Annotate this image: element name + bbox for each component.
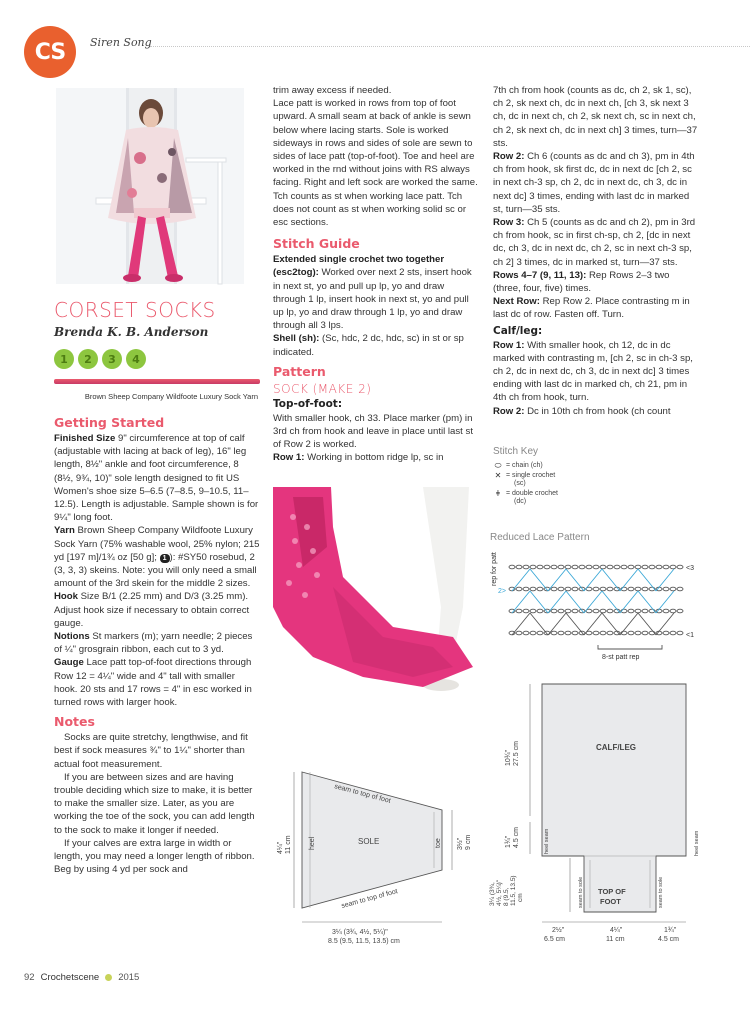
notes-paragraph-4: trim away excess if needed.: [273, 85, 392, 96]
calf-leg-heading: Calf/leg:: [493, 324, 543, 337]
lace-rep-label: 8-st patt rep: [602, 654, 640, 661]
esc2tog-label: Extended single crochet two together (esc2tog):: [273, 254, 445, 279]
calf-height-dim: 10¾": [505, 749, 512, 766]
row3-label: Row 3:: [493, 217, 525, 229]
width2-dim-cm: 11 cm: [606, 936, 625, 943]
width2-dim: 4¼": [610, 927, 623, 934]
skill-level-4: 4: [126, 349, 146, 369]
next-row-paragraph: Next Row: Rep Row 2. Place contrasting m in last dc of row. Fasten off. Turn.: [493, 296, 690, 321]
top-of-foot-paragraph: With smaller hook, ch 33. Place marker (pm) in 3rd ch from hook and leave in place until last st of Row 2 is worked.: [273, 412, 473, 451]
sole-bottom-dim: 3¼ (3¾, 4½, 5¼)": [332, 929, 388, 936]
gauge-paragraph: Gauge Lace patt top-of-foot directions through Row 12 = 4¼" wide and 4" tall with smaller hook. 20 sts and 17 rows = 4" in esc worked in turned rows with larger hook.: [54, 657, 252, 709]
stitch-key-dc: ǂ = double crochet (dc): [493, 490, 558, 506]
width3-dim: 1¾": [664, 927, 677, 934]
pattern-heading: Pattern: [273, 363, 326, 379]
width1-dim-cm: 6.5 cm: [544, 936, 566, 943]
page-footer: [24, 972, 139, 983]
seam-to-sole-right: seam to sole: [658, 876, 664, 908]
lace-row2-label: 2>: [498, 588, 506, 595]
row1-label: Row 1:: [273, 452, 305, 464]
sock-subheading: SOCK (MAKE 2): [273, 381, 372, 396]
foot-height-3: 8 (9.5,: [503, 887, 510, 906]
lace-chart: [490, 545, 708, 665]
sock-foot-photo: [273, 487, 481, 694]
page-number: 92: [24, 972, 35, 983]
top-of-foot-label-1: TOP OF: [598, 887, 626, 896]
hook-paragraph: Hook Size B/1 (2.25 mm) and D/3 (3.25 mm). Adjust hook size if necessary to obtain correct gauge.: [54, 591, 250, 629]
seam-dim: 1¾": [505, 835, 512, 848]
calf-height-dim-cm: 27.5 cm: [513, 741, 520, 766]
lace-row3-label: <3: [686, 565, 694, 572]
sole-left-dim-cm: 11 cm: [285, 835, 292, 854]
row2-paragraph: Row 2: Ch 6 (counts as dc and ch 3), pm in 4th ch from hook, sk first dc, dc in next dc [ch 2, sc in next ch-3 sp, ch 2, dc in next dc, ch 3, dc in next dc] 3 times, ending with last dc in marked st, turn—35 sts.: [493, 151, 695, 215]
calf-leg-schematic: [490, 676, 715, 956]
lace-chart-title: Reduced Lace Pattern: [490, 532, 590, 543]
stitch-key-title: Stitch Key: [493, 446, 539, 457]
skill-levels: [54, 349, 146, 369]
series-title: Siren Song: [90, 36, 152, 49]
notes-paragraph-5: Lace patt is worked in rows from top of foot upward. A small seam at back of ankle is sewn below where lacing starts. Sole is worked sideways in rows and sides of sole are sewn to sides of lace patt (top-of-foot). Toe and heel are worked in the rnd without joins with RS always facing. Right and left sock are worked the same.: [273, 98, 478, 189]
hook-label: Hook: [54, 591, 78, 603]
seam-dim-cm: 4.5 cm: [513, 826, 520, 848]
notes-heading: Notes: [54, 714, 95, 730]
calf-row2-label: Row 2:: [493, 405, 525, 417]
header-divider: [150, 46, 750, 47]
next-row-label: Next Row:: [493, 296, 540, 308]
column-1: [54, 412, 260, 877]
magazine-logo: CS: [24, 26, 76, 78]
footer-dot-icon: [105, 974, 112, 981]
row1-continued: 7th ch from hook (counts as dc, ch 2, sk 1, sc), ch 2, sk next ch, dc in next ch, [ch 3, sk next 3 ch, dc in next ch, ch 2, sk next ch, sc in next ch, ch 2, sk next ch, dc in next ch] 3 times, turn—37 sts.: [493, 85, 698, 149]
top-of-foot-label-2: FOOT: [600, 897, 621, 906]
stitch-key-chain: ⬭ = chain (ch): [494, 461, 543, 470]
rows4-7-paragraph: Rows 4–7 (9, 11, 13): Rep Rows 2–3 two (three, four, five) times.: [493, 269, 670, 295]
width1-dim: 2½": [552, 927, 565, 934]
notes-paragraph-2: If you are between sizes and are having trouble deciding which size to make, it is better to make the smaller size. Later, as you are working the toe of the sock, you can add length to the sock to make it longer if needed.: [54, 771, 255, 836]
single-crochet-icon: ✕: [494, 471, 502, 480]
yarn-label: Yarn: [54, 525, 75, 537]
stitch-key-sc: ✕ = single crochet (sc): [494, 471, 556, 487]
shell-label: Shell (sh):: [273, 333, 320, 345]
stitch-key: [493, 446, 558, 506]
notes-paragraph-1: Socks are quite stretchy, lengthwise, and fit best if sock measures ¾" to 1¼" shorter than actual foot measurement.: [54, 732, 248, 770]
getting-started-heading: Getting Started: [54, 415, 165, 430]
foot-height-4: 11.5, 13.5): [510, 875, 517, 906]
sole-bottom-dim-cm: 8.5 (9.5, 11.5, 13.5) cm: [328, 938, 400, 945]
sole-schematic: [270, 760, 480, 960]
shell-paragraph: Shell (sh): (Sc, hdc, 2 dc, hdc, sc) in st or sp indicated.: [273, 333, 464, 358]
sole-label: SOLE: [358, 837, 380, 846]
gauge-label: Gauge: [54, 657, 84, 669]
yarn-paragraph: Yarn Brown Sheep Company Wildfoote Luxury Sock Yarn (75% washable wool, 25% nylon; 215 yd [197 m]/1¾ oz [50 g]; 1 ): #SY50 rosebud, 2 (3, 3, 3) skeins. Note: you will only need a small amount of the 3rd skein for the middle 2 sizes.: [54, 525, 260, 590]
foot-height-1: 3¼ (3¾,: [489, 882, 496, 906]
yarn-caption: Brown Sheep Company Wildfoote Luxury Sock Yarn: [84, 392, 258, 401]
publication-name: Crochetscene: [40, 972, 100, 983]
foot-height-5: cm: [517, 893, 524, 902]
lace-side-label: rep for patt: [491, 552, 498, 586]
esc2tog-paragraph: Extended single crochet two together (esc2tog): Worked over next 2 sts, insert hook in next st, yo and pull up lp, yo and draw through 1 lp, insert hook in next st, yo and pull up lp, yo and draw through 1 lp, yo and draw through all 3 lps.: [273, 254, 472, 332]
skill-level-1: 1: [54, 349, 74, 369]
skill-level-2: 2: [78, 349, 98, 369]
stitch-guide-heading: Stitch Guide: [273, 236, 360, 252]
model-photo: [56, 88, 244, 284]
notes-paragraph-6: Tch counts as st when working lace patt. Tch does not count as st when working solid sc or esc sections.: [273, 190, 467, 229]
width3-dim-cm: 4.5 cm: [658, 936, 680, 943]
notes-paragraph-3: If your calves are extra large in width or length, you may need a longer length of ribbon. Beg by using 4 yd per sock and: [54, 837, 255, 876]
heel-seam-right: heel seam: [694, 830, 700, 856]
lace-row1-label: <1: [686, 632, 694, 639]
chain-icon: ⬭: [494, 461, 502, 470]
pattern-title: CORSET SOCKS: [54, 298, 216, 322]
sole-bottom-edge-label: seam to top of foot: [340, 888, 399, 910]
column-2: [273, 84, 479, 465]
sole-right-dim: 3½": [457, 837, 464, 850]
skill-level-3: 3: [102, 349, 122, 369]
notions-paragraph: Notions St markers (m); yarn needle; 2 pieces of ¼" grosgrain ribbon, each cut to 3 yd.: [54, 631, 253, 656]
sole-heel-label: heel: [309, 836, 316, 850]
sole-right-dim-cm: 9 cm: [465, 834, 472, 850]
yarn-weight-icon: 1: [160, 554, 170, 563]
calf-row1-label: Row 1:: [493, 339, 525, 351]
row1-paragraph: Row 1: Working in bottom ridge lp, sc in: [273, 452, 444, 464]
sole-toe-label: toe: [435, 838, 442, 848]
top-of-foot-heading: Top-of-foot:: [273, 397, 343, 410]
finished-size-label: Finished Size: [54, 433, 116, 444]
calf-row1-paragraph: Row 1: With smaller hook, ch 12, dc in dc marked with contrasting m, [ch 2, sc in ch-3 sp, ch 2, dc in next dc, ch 3, dc in next dc] 3 times ending with last dc in marked ch, ch 21, pm in 4th ch from hook, turn.: [493, 339, 693, 404]
calf-row2-paragraph: Row 2: Dc in 10th ch from hook (ch count: [493, 405, 671, 417]
calf-leg-label: CALF/LEG: [596, 743, 636, 752]
seam-to-sole-left: seam to sole: [578, 876, 584, 908]
pattern-author: Brenda K. B. Anderson: [54, 325, 209, 339]
notions-label: Notions: [54, 631, 90, 643]
row2-label: Row 2:: [493, 151, 525, 163]
row3-paragraph: Row 3: Ch 5 (counts as dc and ch 2), pm in 3rd ch from hook, sc in first ch-sp, ch 2, [dc in next dc, ch 3, dc in next dc, ch 2, sc in next ch-3 sp, ch 2] 3 times, dc in marked st, turn—37 sts.: [493, 217, 696, 268]
finished-size-paragraph: Finished Size 9" circumference at top of calf (adjustable with lacing at back of leg), 16" leg length, 8½" ankle and foot circumference, 8 (8½, 9¾, 10)" sole length designed to fit US Women's shoe size 5–6.5 (7–8.5, 9–10.5, 11–12.5). Length is adjustable. Sample shown is for 9¼" long foot.: [54, 433, 259, 524]
double-crochet-icon: ǂ: [495, 489, 501, 498]
column-3: [493, 84, 699, 418]
sole-top-edge-label: seam to top of foot: [333, 783, 392, 805]
foot-height-2: 4½, 5¼)": [496, 879, 503, 906]
yarn-swatch-bar: [54, 379, 260, 384]
heel-seam-left: heel seam: [544, 828, 550, 854]
rows4-7-label: Rows 4–7 (9, 11, 13):: [493, 269, 587, 281]
sole-left-dim: 4¼": [277, 841, 284, 854]
publication-year: 2015: [118, 972, 140, 983]
